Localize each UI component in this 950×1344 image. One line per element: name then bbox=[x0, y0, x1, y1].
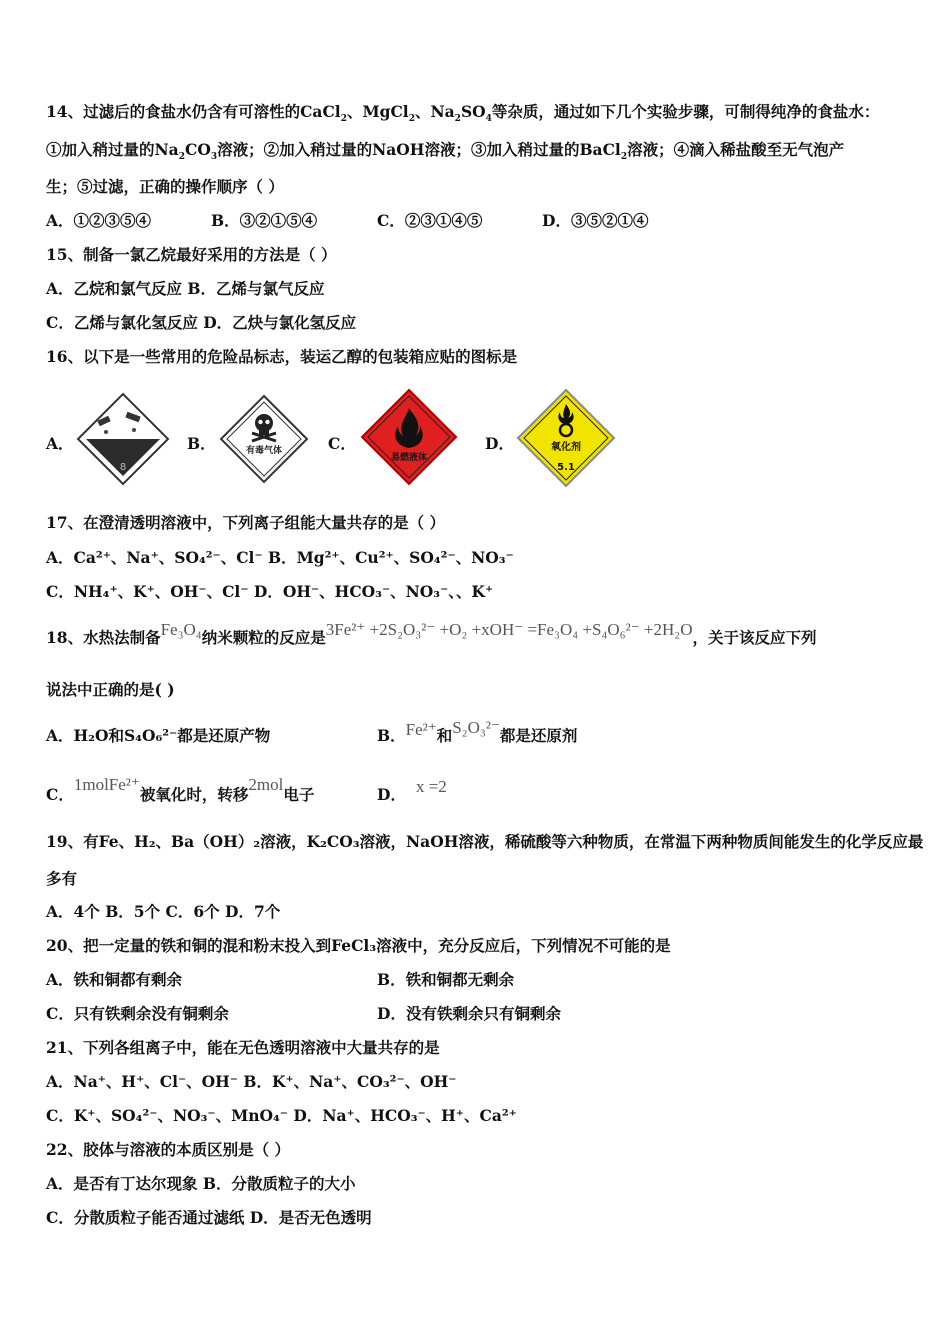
q15-stem: 15、制备一氯乙烷最好采用的方法是（ ） bbox=[46, 245, 337, 264]
q20-option-b: B．铁和铜都无剩余 bbox=[377, 970, 515, 989]
q19-stem-line2: 多有 bbox=[46, 869, 78, 888]
q14-option-c: C．②③①④⑤ bbox=[377, 211, 483, 230]
q17-stem: 17、在澄清透明溶液中，下列离子组能大量共存的是（ ） bbox=[46, 513, 445, 532]
q14-stem-line3: 生；⑤过滤，正确的操作顺序（ ） bbox=[46, 177, 284, 196]
q18-option-c: C．1molFe²⁺被氧化时，转移2mol电子 bbox=[46, 775, 315, 804]
q20-option-d: D．没有铁剩余只有铜剩余 bbox=[377, 1004, 561, 1023]
q18-option-b: B．Fe²⁺和S₂O₃²⁻都是还原剂 bbox=[377, 718, 578, 745]
corrosive-sign-icon bbox=[76, 392, 170, 486]
q21-options-cd: C．K⁺、SO₄²⁻、NO₃⁻、MnO₄⁻ D．Na⁺、HCO₃⁻、H⁺、Ca²⁺ bbox=[46, 1106, 517, 1125]
flammable-liquid-sign-icon bbox=[360, 388, 458, 486]
oxidizer-sign-icon bbox=[516, 388, 616, 488]
q22-options-cd: C．分散质粒子能否通过滤纸 D．是否无色透明 bbox=[46, 1208, 372, 1227]
q21-options-ab: A．Na⁺、H⁺、Cl⁻、OH⁻ B．K⁺、Na⁺、CO₃²⁻、OH⁻ bbox=[46, 1072, 457, 1091]
q16-label-b: B． bbox=[187, 434, 216, 453]
q17-options-ab: A．Ca²⁺、Na⁺、SO₄²⁻、Cl⁻ B．Mg²⁺、Cu²⁺、SO₄²⁻、NO₃⁻ bbox=[46, 548, 514, 567]
q18-option-a: A．H₂O和S₄O₆²⁻都是还原产物 bbox=[46, 726, 271, 745]
q21-stem: 21、下列各组离子中，能在无色透明溶液中大量共存的是 bbox=[46, 1038, 440, 1057]
q20-option-a: A．铁和铜都有剩余 bbox=[46, 970, 183, 989]
q19-stem-line1: 19、有Fe、H₂、Ba（OH）₂溶液，K₂CO₃溶液，NaOH溶液，稀硫酸等六种物质，在常温下两种物质间能发生的化学反应最 bbox=[46, 832, 924, 851]
q18-stem-line2: 说法中正确的是( ) bbox=[46, 680, 175, 699]
sign-d-class: 5.1 bbox=[557, 462, 575, 473]
q22-options-ab: A．是否有丁达尔现象 B．分散质粒子的大小 bbox=[46, 1174, 356, 1193]
q20-option-c: C．只有铁剩余没有铜剩余 bbox=[46, 1004, 229, 1023]
q15-options-ab: A．乙烷和氯气反应 B．乙烯与氯气反应 bbox=[46, 279, 325, 298]
sign-b-label: 有毒气体 bbox=[245, 446, 283, 456]
q18-stem-line1: 18、水热法制备Fe₃O₄纳米颗粒的反应是3Fe²⁺ +2S₂O₃²⁻ +O₂ +xOH⁻ =Fe₃O₄ +S₄O₆²⁻ +2H₂O，关于该反应下列 bbox=[46, 620, 817, 647]
q18-formula: Fe₃O₄ bbox=[160, 620, 202, 639]
q18-equation: 3Fe²⁺ +2S₂O₃²⁻ +O₂ +xOH⁻ =Fe₃O₄ +S₄O₆²⁻ +2H₂O bbox=[325, 620, 693, 639]
q14-stem-line1: 14、过滤后的食盐水仍含有可溶性的CaCl$_2$、MgCl$_2$、$Na_2SO_4$等杂质，通过如下几个实验步骤，可制得纯净的食盐水： bbox=[46, 102, 880, 125]
q16-label-c: C． bbox=[328, 434, 356, 453]
q18-option-d: D． x =2 bbox=[377, 777, 447, 804]
q14-option-b: B．③②①⑤④ bbox=[211, 211, 318, 230]
q19-options: A．4个 B．5个 C．6个 D．7个 bbox=[46, 902, 281, 921]
q14-stem-line2: ①加入稍过量的$Na_2CO_3$溶液；②加入稍过量的NaOH溶液；③加入稍过量的BaCl$_2$溶液；④滴入稀盐酸至无气泡产 bbox=[46, 140, 845, 163]
q14-option-a: A．①②③⑤④ bbox=[46, 211, 152, 230]
q16-stem: 16、以下是一些常用的危险品标志，装运乙醇的包装箱应贴的图标是 bbox=[46, 347, 518, 366]
sign-a-class: 8 bbox=[119, 462, 127, 473]
sign-c-label: 易燃液体 bbox=[390, 453, 428, 463]
q17-options-cd: C．NH₄⁺、K⁺、OH⁻、Cl⁻ D．OH⁻、HCO₃⁻、NO₃⁻、、K⁺ bbox=[46, 582, 494, 601]
toxic-gas-sign-icon bbox=[218, 393, 310, 485]
q16-label-d: D． bbox=[485, 434, 514, 453]
q14-option-d: D．③⑤②①④ bbox=[542, 211, 649, 230]
q20-stem: 20、把一定量的铁和铜的混和粉末投入到FeCl₃溶液中，充分反应后，下列情况不可能的是 bbox=[46, 936, 671, 955]
q22-stem: 22、胶体与溶液的本质区别是（ ） bbox=[46, 1140, 290, 1159]
q16-label-a: A． bbox=[46, 434, 74, 453]
sign-d-label: 氧化剂 bbox=[551, 442, 581, 453]
q15-options-cd: C．乙烯与氯化氢反应 D．乙炔与氯化氢反应 bbox=[46, 313, 357, 332]
